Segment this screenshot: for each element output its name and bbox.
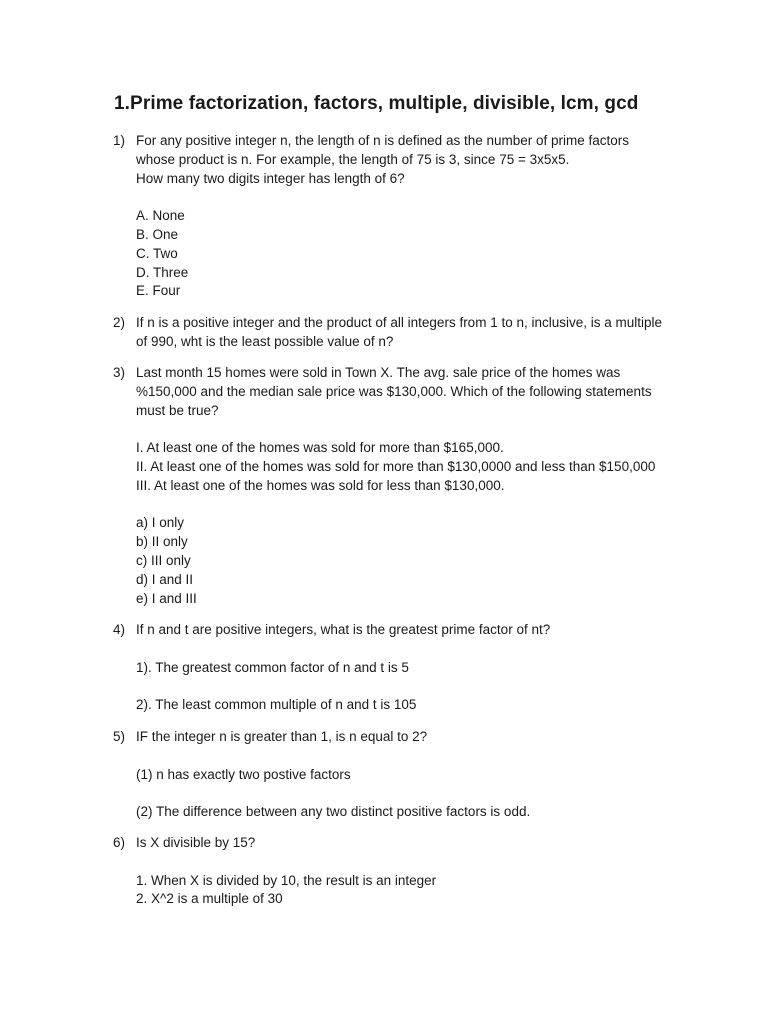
question-number: 3) (113, 365, 126, 380)
question-body (136, 621, 696, 715)
page-title: 1.Prime factorization, factors, multiple, divisible, lcm, gcd (114, 93, 639, 114)
answer-option: c) III only (136, 552, 191, 568)
question-number: 1) (113, 133, 126, 148)
statement: (2) The difference between any two distinct positive factors is odd. (136, 804, 531, 820)
statement: III. At least one of the homes was sold for less than $130,000. (136, 477, 505, 493)
spacer (136, 188, 696, 207)
statement: 2. X^2 is a multiple of 30 (136, 891, 283, 907)
statement: 1). The greatest common factor of n and t is 5 (136, 659, 409, 675)
question-stem-line: IF the integer n is greater than 1, is n equal to 2? (136, 729, 428, 744)
spacer (136, 640, 696, 659)
question-stem-line: of 990, wht is the least possible value of n? (136, 333, 394, 349)
question-stem-line: If n is a positive integer and the product of all integers from 1 to n, inclusive, is a multiple (136, 315, 663, 330)
answer-option: d) I and II (136, 571, 194, 587)
answer-option: e) I and III (136, 590, 197, 606)
question-stem-line: whose product is n. For example, the length of 75 is 3, since 75 = 3x5x5. (136, 151, 570, 167)
answer-option: E. Four (136, 283, 181, 299)
question-stem-line: Is X divisible by 15? (136, 835, 256, 850)
statement: (1) n has exactly two postive factors (136, 766, 351, 782)
question-number: 6) (113, 835, 126, 850)
question-body (136, 314, 696, 352)
question-body (136, 132, 696, 301)
question-stem-line: For any positive integer n, the length of n is defined as the number of prime factors (136, 133, 630, 148)
spacer (136, 496, 696, 515)
question-body (136, 834, 696, 909)
spacer (136, 853, 696, 872)
question-stem-line: must be true? (136, 402, 219, 418)
question-stem-line: How many two digits integer has length of 6? (136, 170, 405, 186)
answer-option: b) II only (136, 534, 188, 550)
question-stem-line: %150,000 and the median sale price was $130,000. Which of the following statements (136, 383, 652, 399)
statement: II. At least one of the homes was sold for more than $130,0000 and less than $150,000 (136, 458, 656, 474)
question-number: 2) (113, 315, 126, 330)
answer-option: A. None (136, 208, 185, 224)
spacer (136, 747, 696, 766)
statement: 2). The least common multiple of n and t is 105 (136, 697, 417, 713)
spacer (136, 677, 696, 696)
statement: 1. When X is divided by 10, the result is an integer (136, 872, 437, 888)
question-body (136, 364, 696, 608)
question-number: 4) (113, 622, 126, 637)
answer-option: a) I only (136, 515, 185, 531)
answer-option: D. Three (136, 264, 189, 280)
spacer (136, 420, 696, 439)
question-stem-line: If n and t are positive integers, what is the greatest prime factor of nt? (136, 622, 551, 637)
question-stem-line: Last month 15 homes were sold in Town X. The avg. sale price of the homes was (136, 365, 621, 380)
question-body (136, 728, 696, 822)
answer-option: B. One (136, 226, 179, 242)
statement: I. At least one of the homes was sold for more than $165,000. (136, 440, 504, 456)
answer-option: C. Two (136, 245, 178, 261)
spacer (136, 784, 696, 803)
question-number: 5) (113, 729, 126, 744)
